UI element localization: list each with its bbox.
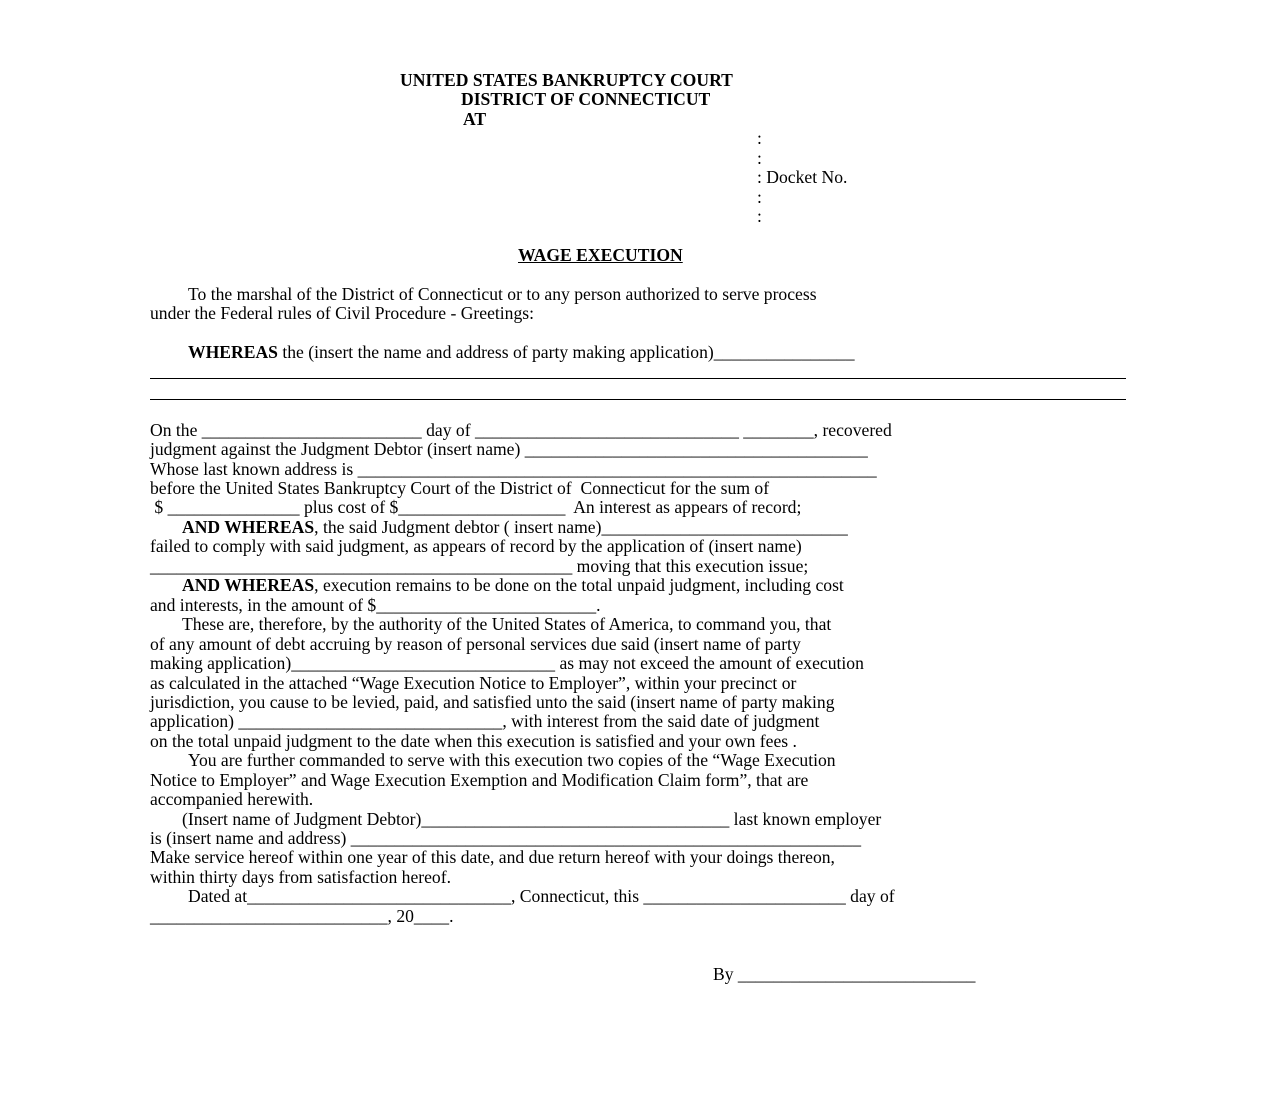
caption-colon: : <box>757 148 762 168</box>
body-line: You are further commanded to serve with this execution two copies of the “Wage Execution <box>188 750 836 770</box>
district-name: DISTRICT OF CONNECTICUT <box>461 89 711 109</box>
body-line: failed to comply with said judgment, as appears of record by the application of (insert name) <box>150 536 802 556</box>
whereas-text: the (insert the name and address of party making application)________________ <box>277 342 855 362</box>
and-whereas-label: AND WHEREAS <box>182 575 315 595</box>
body-line: Notice to Employer” and Wage Execution Exemption and Modification Claim form”, that are <box>150 770 809 790</box>
greeting-line-2: under the Federal rules of Civil Procedure - Greetings: <box>150 303 535 323</box>
and-whereas-text: , execution remains to be done on the total unpaid judgment, including cost <box>314 575 844 595</box>
body-line: as calculated in the attached “Wage Execution Notice to Employer”, within your precinct or <box>150 673 797 693</box>
blank-rule <box>150 399 1126 400</box>
body-line: making application)______________________________ as may not exceed the amount of execution <box>150 653 864 673</box>
caption-colon: : <box>757 128 762 148</box>
body-line: is (insert name and address) __________________________________________________________ <box>150 828 862 848</box>
body-line: within thirty days from satisfaction hereof. <box>150 867 451 887</box>
blank-rule <box>150 378 1126 379</box>
court-name: UNITED STATES BANKRUPTCY COURT <box>400 70 733 90</box>
greeting-line-1: To the marshal of the District of Connecticut or to any person authorized to serve process <box>188 284 817 304</box>
and-whereas-label: AND WHEREAS <box>182 517 315 537</box>
body-line: Make service hereof within one year of this date, and due return hereof with your doings thereon, <box>150 847 835 867</box>
body-line: application) ______________________________, with interest from the said date of judgment <box>150 711 820 731</box>
body-line: $ _______________ plus cost of $___________________ An interest as appears of record; <box>150 497 802 517</box>
whereas-line <box>188 342 855 362</box>
body-line: These are, therefore, by the authority of the United States of America, to command you, that <box>182 614 832 634</box>
court-location-label: AT <box>463 109 487 129</box>
date-year-line: ___________________________, 20____. <box>150 906 454 926</box>
body-line: Whose last known address is ___________________________________________________________ <box>150 459 877 479</box>
caption-colon: : <box>757 187 762 207</box>
body-line: accompanied herewith. <box>150 789 314 809</box>
and-whereas-line <box>182 517 848 537</box>
body-line: before the United States Bankruptcy Court of the District of Connecticut for the sum of <box>150 478 770 498</box>
whereas-label: WHEREAS <box>188 342 278 362</box>
body-line: on the total unpaid judgment to the date when this execution is satisfied and your own fees . <box>150 731 797 751</box>
docket-number-label: : Docket No. <box>757 167 848 187</box>
signature-line: By ___________________________ <box>713 964 976 984</box>
body-line: On the _________________________ day of ______________________________ ________, recovered <box>150 420 892 440</box>
body-line: jurisdiction, you cause to be levied, paid, and satisfied unto the said (insert name of party making <box>150 692 835 712</box>
body-line: of any amount of debt accruing by reason of personal services due said (insert name of party <box>150 634 801 654</box>
body-line: judgment against the Judgment Debtor (insert name) _______________________________________ <box>150 439 868 459</box>
body-line: ________________________________________________ moving that this execution issue; <box>150 556 809 576</box>
body-line: (Insert name of Judgment Debtor)___________________________________ last known employer <box>182 809 882 829</box>
and-whereas-line <box>182 575 844 595</box>
body-line: and interests, in the amount of $_________________________. <box>150 595 601 615</box>
document-title: WAGE EXECUTION <box>518 245 683 265</box>
dated-line: Dated at______________________________, Connecticut, this _______________________ day of <box>188 886 895 906</box>
and-whereas-text: , the said Judgment debtor ( insert name)____________________________ <box>314 517 848 537</box>
caption-colon: : <box>757 206 762 226</box>
